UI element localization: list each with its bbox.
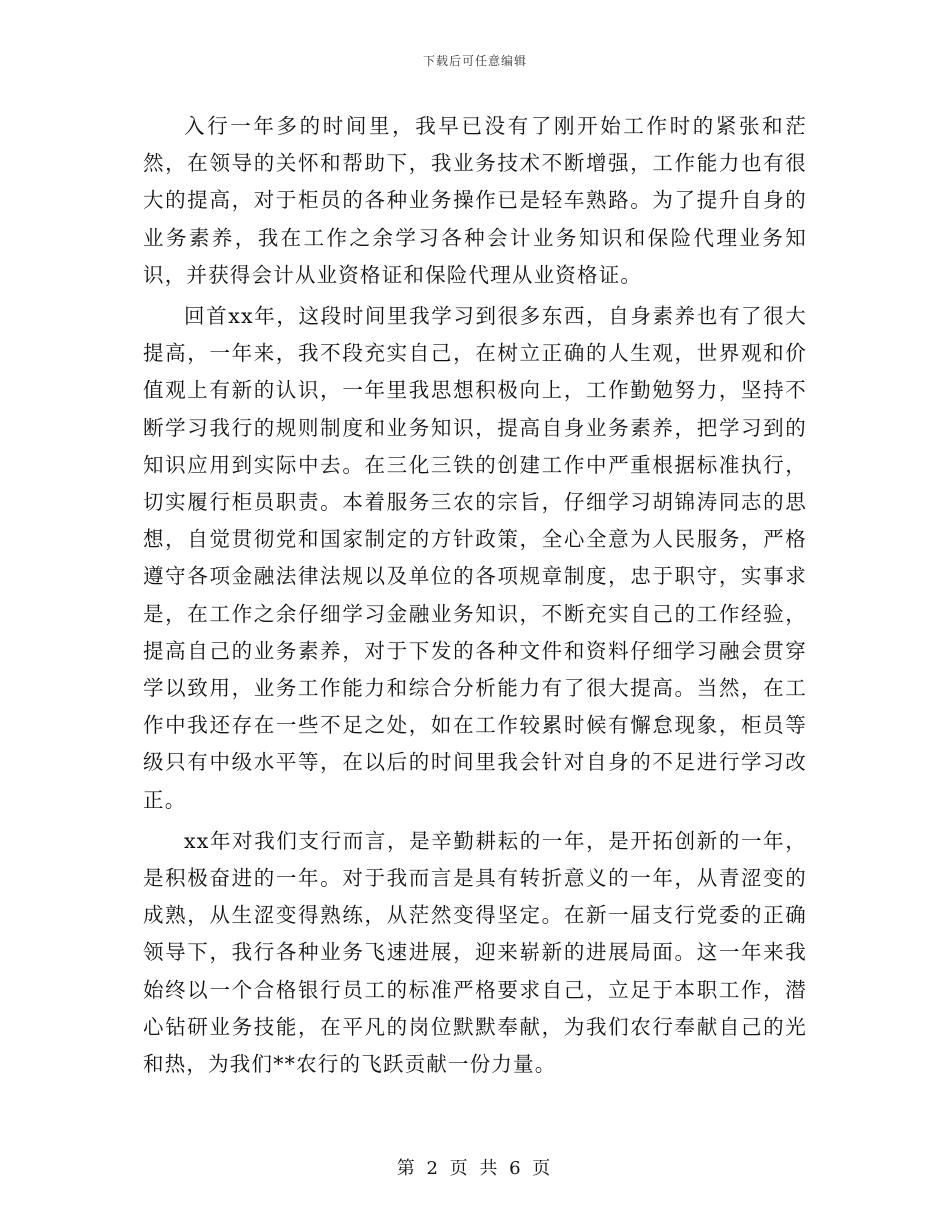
page-footer: 第 2 页 共 6 页 — [396, 1158, 554, 1179]
paragraph: 入行一年多的时间里，我早已没有了刚开始工作时的紧张和茫然，在领导的关怀和帮助下，我业务技术不断增强，工作能力也有很大的提高，对于柜员的各种业务操作已是轻车熟路。为了提升自身的业务素养，我在工作之余学习各种会计业务知识和保险代理业务知识，并获得会计从业资格证和保险代理从业资格证。 — [143, 114, 807, 287]
paragraph: 回首xx年，这段时间里我学习到很多东西，自身素养也有了很大提高，一年来，我不段充实自己，在树立正确的人生观，世界观和价值观上有新的认识，一年里我思想积极向上，工作勤勉努力，坚持不断学习我行的规则制度和业务知识，提高自身业务素养，把学习到的知识应用到实际中去。在三化三铁的创建工作中严重根据标准执行，切实履行柜员职责。本着服务三农的宗旨，仔细学习胡锦涛同志的思想，自觉贯彻党和国家制定的方针政策，全心全意为人民服务，严格遵守各项金融法律法规以及单位的各项规章制度，忠于职守，实事求是，在工作之余仔细学习金融业务知识，不断充实自己的工作经验，提高自己的业务素养，对于下发的各种文件和资料仔细学习融会贯穿学以致用，业务工作能力和综合分析能力有了很大提高。当然，在工作中我还存在一些不足之处，如在工作较累时候有懈怠现象，柜员等级只有中级水平等，在以后的时间里我会针对自身的不足进行学习改正。 — [143, 304, 807, 812]
document-body — [143, 108, 807, 1083]
page-header: 下载后可任意编辑 — [422, 54, 527, 68]
paragraph: xx年对我们支行而言，是辛勤耕耘的一年，是开拓创新的一年，是积极奋进的一年。对于我而言是具有转折意义的一年，从青涩变的成熟，从生涩变得熟练，从茫然变得坚定。在新一届支行党委的正确领导下，我行各种业务飞速进展，迎来崭新的进展局面。这一年来我始终以一个合格银行员工的标准严格要求自己，立足于本职工作，潜心钻研业务技能，在平凡的岗位默默奉献，为我们农行奉献自己的光和热，为我们**农行的飞跃贡献一份力量。 — [143, 828, 807, 1077]
